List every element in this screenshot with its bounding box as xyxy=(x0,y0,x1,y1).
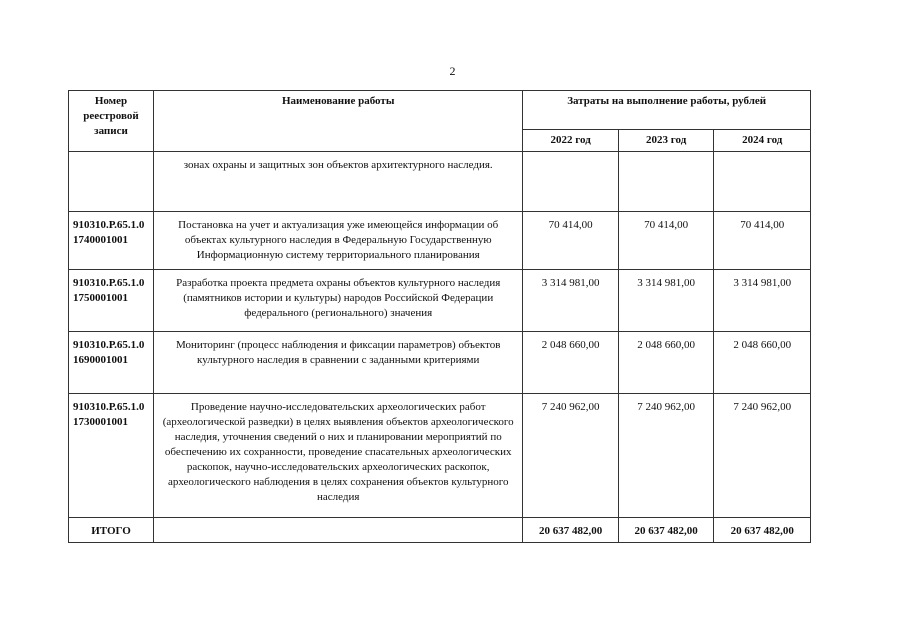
cell-name: Проведение научно-исследовательских археологических работ (археологической разведки) в целях выявления объектов археологического наследия, уточнения сведений о них и планировании мероприятий по обеспечению их сохранности, проведение спасательных археологических раскопок, научно-исследовательских археологических раскопок, археологического наблюдения в целях сохранения объектов культурного наследия xyxy=(154,394,523,518)
cell-code: 910310.Р.65.1.0 1730001001 xyxy=(69,394,154,518)
total-value-2023: 20 637 482,00 xyxy=(618,518,714,543)
cell-name: Постановка на учет и актуализация уже имеющейся информации об объектах культурного наследия в Федеральную Государственную Информационную систему территориального планирования xyxy=(154,212,523,270)
header-costs: Затраты на выполнение работы, рублей xyxy=(523,91,811,130)
table-row xyxy=(69,394,811,518)
cell-value-2023: 70 414,00 xyxy=(618,212,714,270)
cell-value-2022: 2 048 660,00 xyxy=(523,332,619,394)
cell-value-2022: 3 314 981,00 xyxy=(523,270,619,332)
header-work-name: Наименование работы xyxy=(154,91,523,152)
total-value-2024: 20 637 482,00 xyxy=(714,518,811,543)
page-number: 2 xyxy=(449,64,456,78)
cell-code: 910310.Р.65.1.0 1740001001 xyxy=(69,212,154,270)
total-label: ИТОГО xyxy=(69,518,154,543)
cell-value-2024: 7 240 962,00 xyxy=(714,394,811,518)
cell-value-2023: 2 048 660,00 xyxy=(618,332,714,394)
cell-value-2023: 3 314 981,00 xyxy=(618,270,714,332)
cell-value-2022: 7 240 962,00 xyxy=(523,394,619,518)
cell-value-2023: 7 240 962,00 xyxy=(618,394,714,518)
cell-name: Разработка проекта предмета охраны объектов культурного наследия (памятников истории и культуры) народов Российской Федерации федерального (регионального) значения xyxy=(154,270,523,332)
cell-value-2024: 3 314 981,00 xyxy=(714,270,811,332)
table-row xyxy=(69,332,811,394)
cell-name: Мониторинг (процесс наблюдения и фиксации параметров) объектов культурного наследия в сравнении с заданными критериями xyxy=(154,332,523,394)
header-record-number: Номер реестровой записи xyxy=(69,91,154,152)
total-value-2022: 20 637 482,00 xyxy=(523,518,619,543)
costs-table xyxy=(68,90,811,543)
cell-name-continuation: зонах охраны и защитных зон объектов архитектурного наследия. xyxy=(154,152,523,212)
table-row-total xyxy=(69,518,811,543)
table-row-continuation xyxy=(69,152,811,212)
header-year-2022: 2022 год xyxy=(523,130,619,152)
cell-value-2024: 2 048 660,00 xyxy=(714,332,811,394)
header-year-2024: 2024 год xyxy=(714,130,811,152)
cell-code: 910310.Р.65.1.0 1750001001 xyxy=(69,270,154,332)
cell-code xyxy=(69,152,154,212)
header-year-2023: 2023 год xyxy=(618,130,714,152)
table-row xyxy=(69,212,811,270)
cell-code: 910310.Р.65.1.0 1690001001 xyxy=(69,332,154,394)
cell-value-2024: 70 414,00 xyxy=(714,212,811,270)
table-row xyxy=(69,270,811,332)
cell-value-2022: 70 414,00 xyxy=(523,212,619,270)
